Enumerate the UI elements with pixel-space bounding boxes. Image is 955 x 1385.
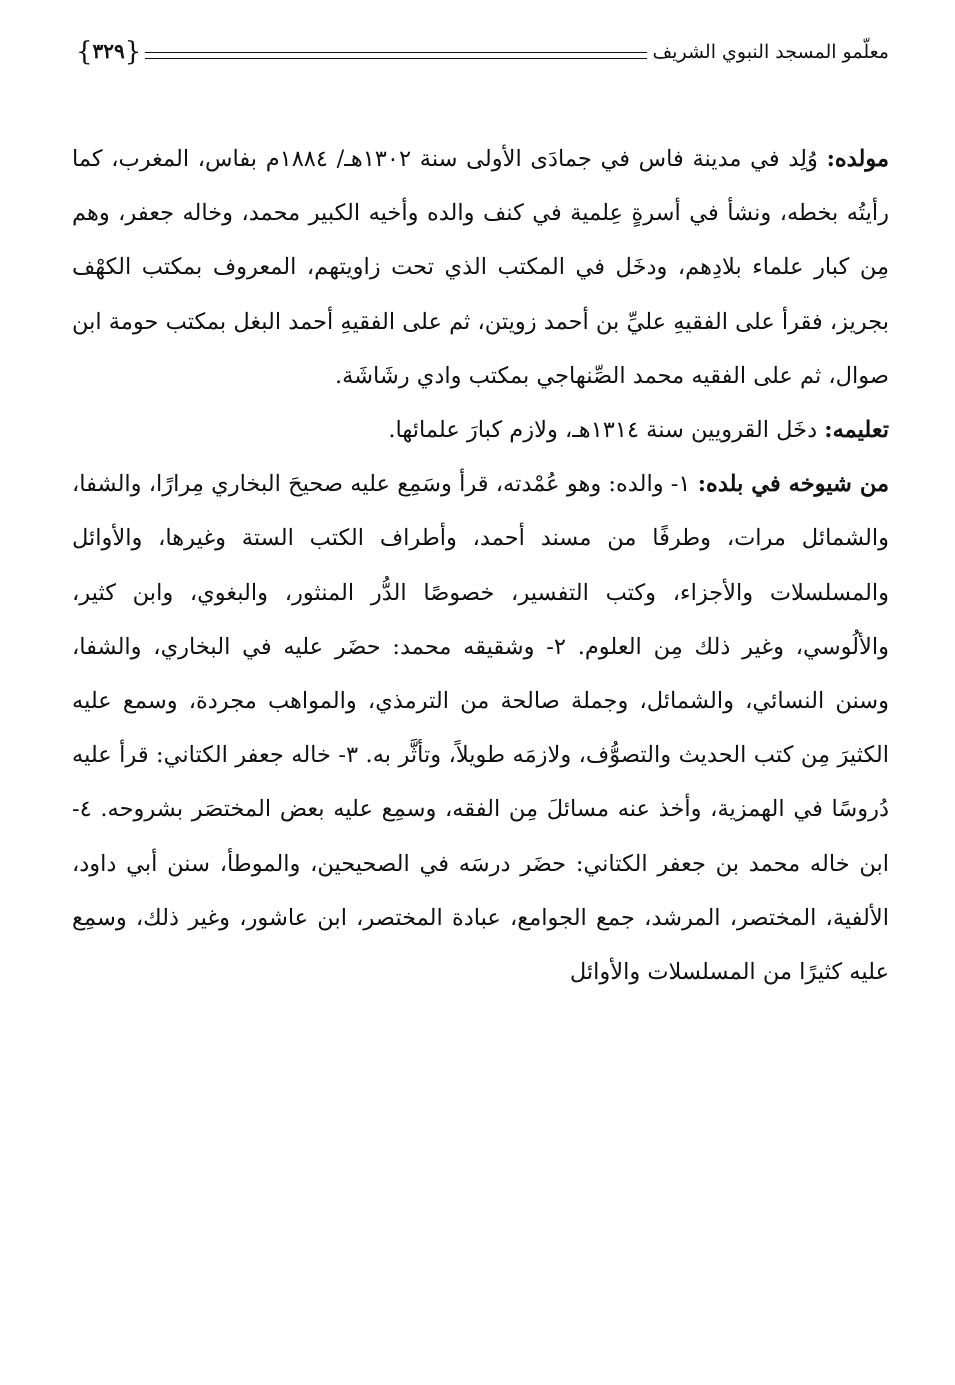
paragraph-heading: من شيوخه في بلده: bbox=[697, 471, 889, 498]
paragraph-text: وُلِد في مدينة فاس في جمادَى الأولى سنة ١٣٠٢هـ/ ١٨٨٤م بفاس، المغرب، كما رأيتُه بخطه، ونشأ في أسرةٍ عِلمية في كنف والده وأخيه الكبير محمد، وخاله جعفر، وهم مِن كبار علماء بلادِهم، ودخَل في المكتب الذي تحت زاويتهم، المعروف بمكتب الكهْف بجريز، فقرأ على الفقيهِ عليِّ بن أحمد زويتن، ثم على الفقيهِ أحمد البغل بمكتب حومة ابن صوال، ثم على الفقيه محمد الصِّنهاجي بمكتب وادي رشَاشَة. bbox=[72, 146, 889, 389]
page-number-value: ٣٢٩ bbox=[92, 39, 125, 63]
header-rule bbox=[145, 52, 646, 59]
paragraph-education bbox=[72, 403, 889, 457]
paragraph-birth bbox=[72, 132, 889, 403]
paragraph-text: دخَل القرويين سنة ١٣١٤هـ، ولازم كبارَ علمائها. bbox=[388, 417, 818, 444]
page-number-bracket-close: } bbox=[76, 37, 93, 67]
page-number-bracket-open: { bbox=[124, 37, 142, 67]
running-header-title: معلّمو المسجد النبوي الشريف bbox=[652, 41, 889, 63]
running-header bbox=[72, 30, 889, 74]
paragraph-teachers bbox=[72, 457, 889, 999]
paragraph-text: ١- والده: وهو عُمْدته، قرأ وسَمِع عليه صحيحَ البخاري مِرارًا، والشفا، والشمائل مرات، وطرفًا من مسند أحمد، وأطراف الكتب الستة وغيرها، والأوائل والمسلسلات والأجزاء، وكتب التفسير، خصوصًا الدُّر المنثور، والبغوي، وابن كثير، والألُوسي، وغير ذلك مِن العلوم. ٢- وشقيقه محمد: حضَر عليه في البخاري، والشفا، وسنن النسائي، والشمائل، وجملة صالحة من الترمذي، والمواهب مجردة، وسمع عليه الكثيرَ مِن كتب الحديث والتصوُّف، ولازمَه طويلاً، وتأثَّر به. ٣- خاله جعفر الكتاني: قرأ عليه دُروسًا في الهمزية، وأخذ عنه مسائلَ مِن الفقه، وسمِع عليه بعض المختصَر بشروحه. ٤- ابن خاله محمد بن جعفر الكتاني: حضَر درسَه في الصحيحين، والموطأ، سنن أبي داود، الألفية، المختصر، المرشد، جمع الجوامع، عبادة المختصر، ابن عاشور، وغير ذلك، وسمِع عليه كثيرًا من المسلسلات والأوائل bbox=[72, 471, 890, 986]
paragraph-heading: تعليمه: bbox=[824, 417, 889, 444]
page-number bbox=[72, 37, 145, 67]
page-body bbox=[72, 132, 889, 999]
paragraph-heading: مولده: bbox=[826, 146, 889, 172]
